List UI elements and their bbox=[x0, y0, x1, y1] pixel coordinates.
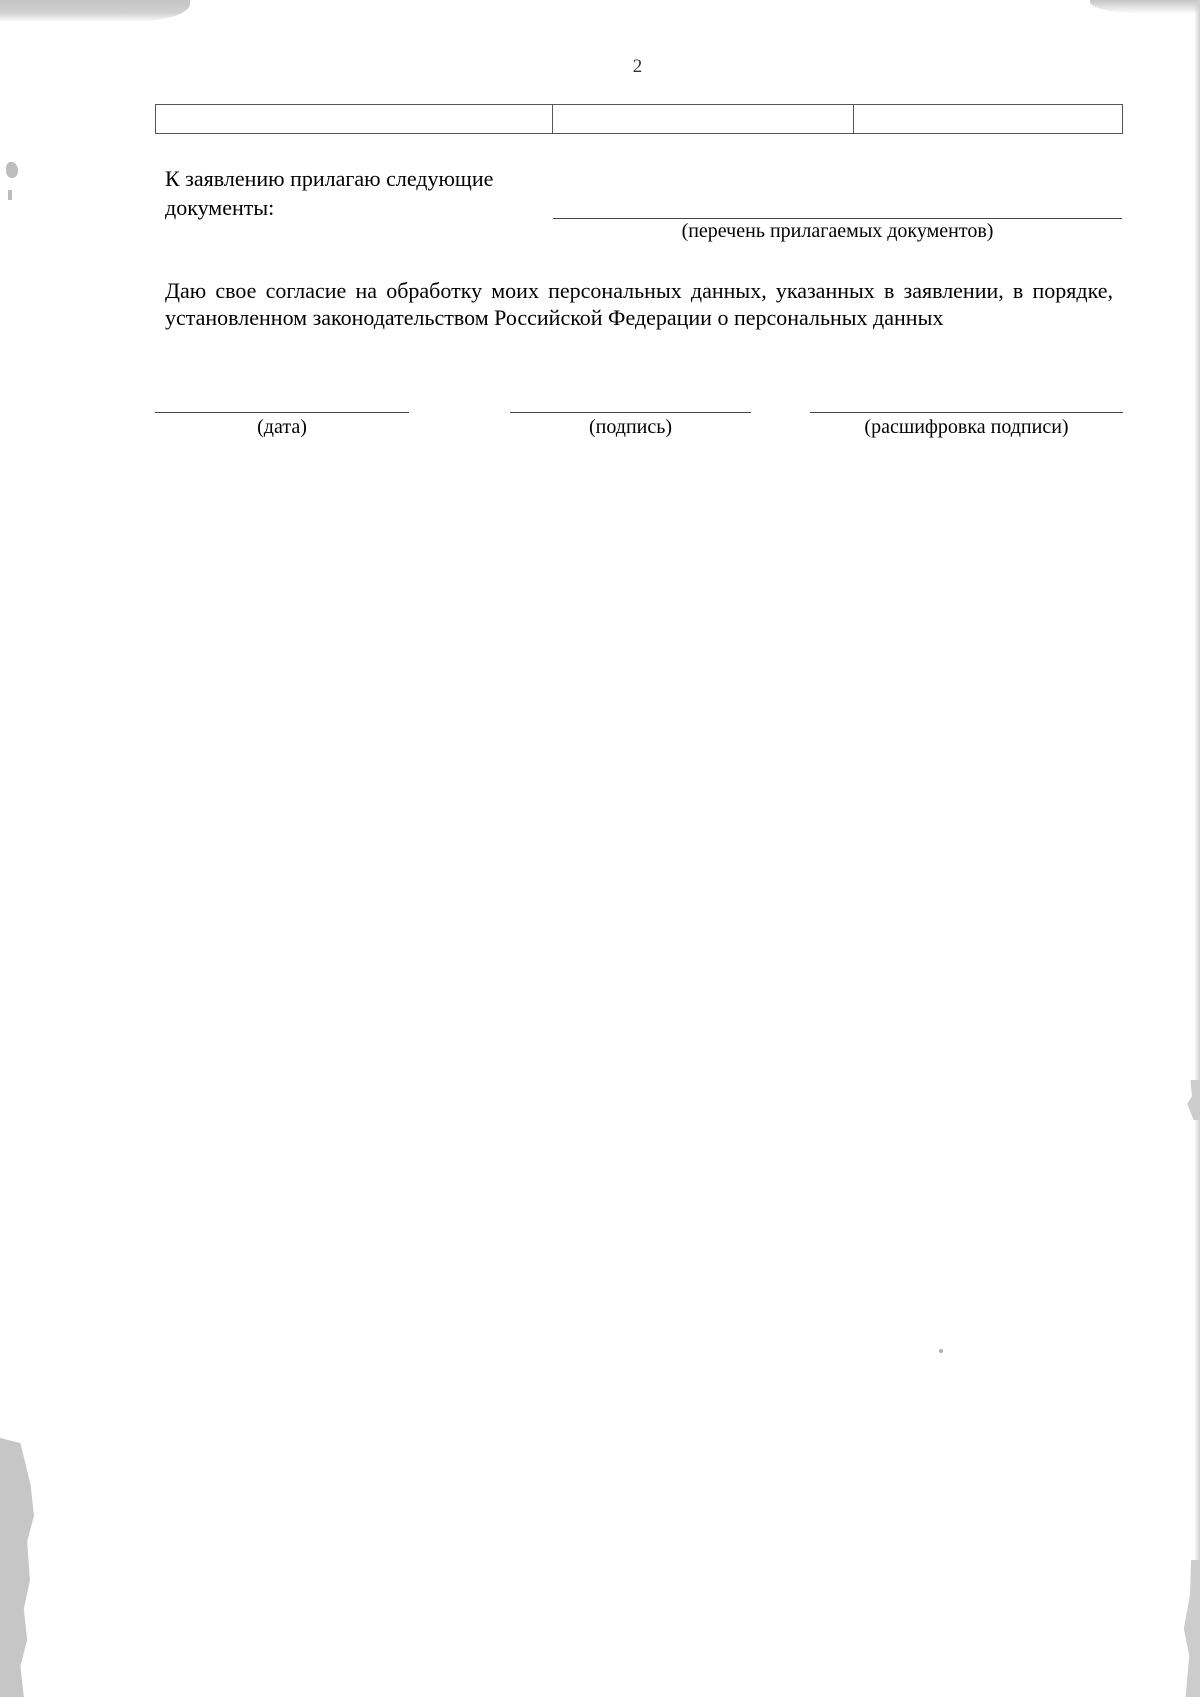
attachments-fill-line[interactable] bbox=[553, 218, 1122, 219]
date-fill-line[interactable] bbox=[155, 412, 409, 413]
scan-speck-dot bbox=[939, 1349, 943, 1353]
table-cell-1 bbox=[156, 105, 553, 133]
signature-decoding-caption: (расшифровка подписи) bbox=[864, 416, 1069, 438]
signature-caption: (подпись) bbox=[588, 416, 673, 438]
consent-statement: Даю свое согласие на обработку моих персональных данных, указанных в заявлении, в порядке, установленном законодательством Российской Федерации о персональных данных bbox=[165, 278, 1113, 330]
scan-speck-left bbox=[6, 162, 18, 178]
attachments-label: К заявлению прилагаю следующие документы: bbox=[165, 166, 494, 220]
table-cell-3 bbox=[854, 105, 1122, 133]
scan-edge-right-mid bbox=[1184, 1080, 1200, 1120]
attachments-caption: (перечень прилагаемых документов) bbox=[681, 220, 994, 242]
scan-edge-top-right bbox=[1090, 0, 1200, 14]
signature-fill-line[interactable] bbox=[510, 412, 751, 413]
date-caption: (дата) bbox=[257, 416, 307, 438]
scan-edge-bottom-left bbox=[0, 1438, 34, 1697]
empty-table-row bbox=[155, 104, 1123, 134]
scan-edge-right-bottom bbox=[1182, 1560, 1200, 1697]
scan-edge-top-left bbox=[0, 0, 190, 22]
table-cell-2 bbox=[553, 105, 854, 133]
page-number: 2 bbox=[632, 56, 643, 77]
signature-decoding-fill-line[interactable] bbox=[810, 412, 1123, 413]
scan-edge-right bbox=[1194, 0, 1200, 1697]
scan-speck-left-small bbox=[8, 190, 12, 200]
